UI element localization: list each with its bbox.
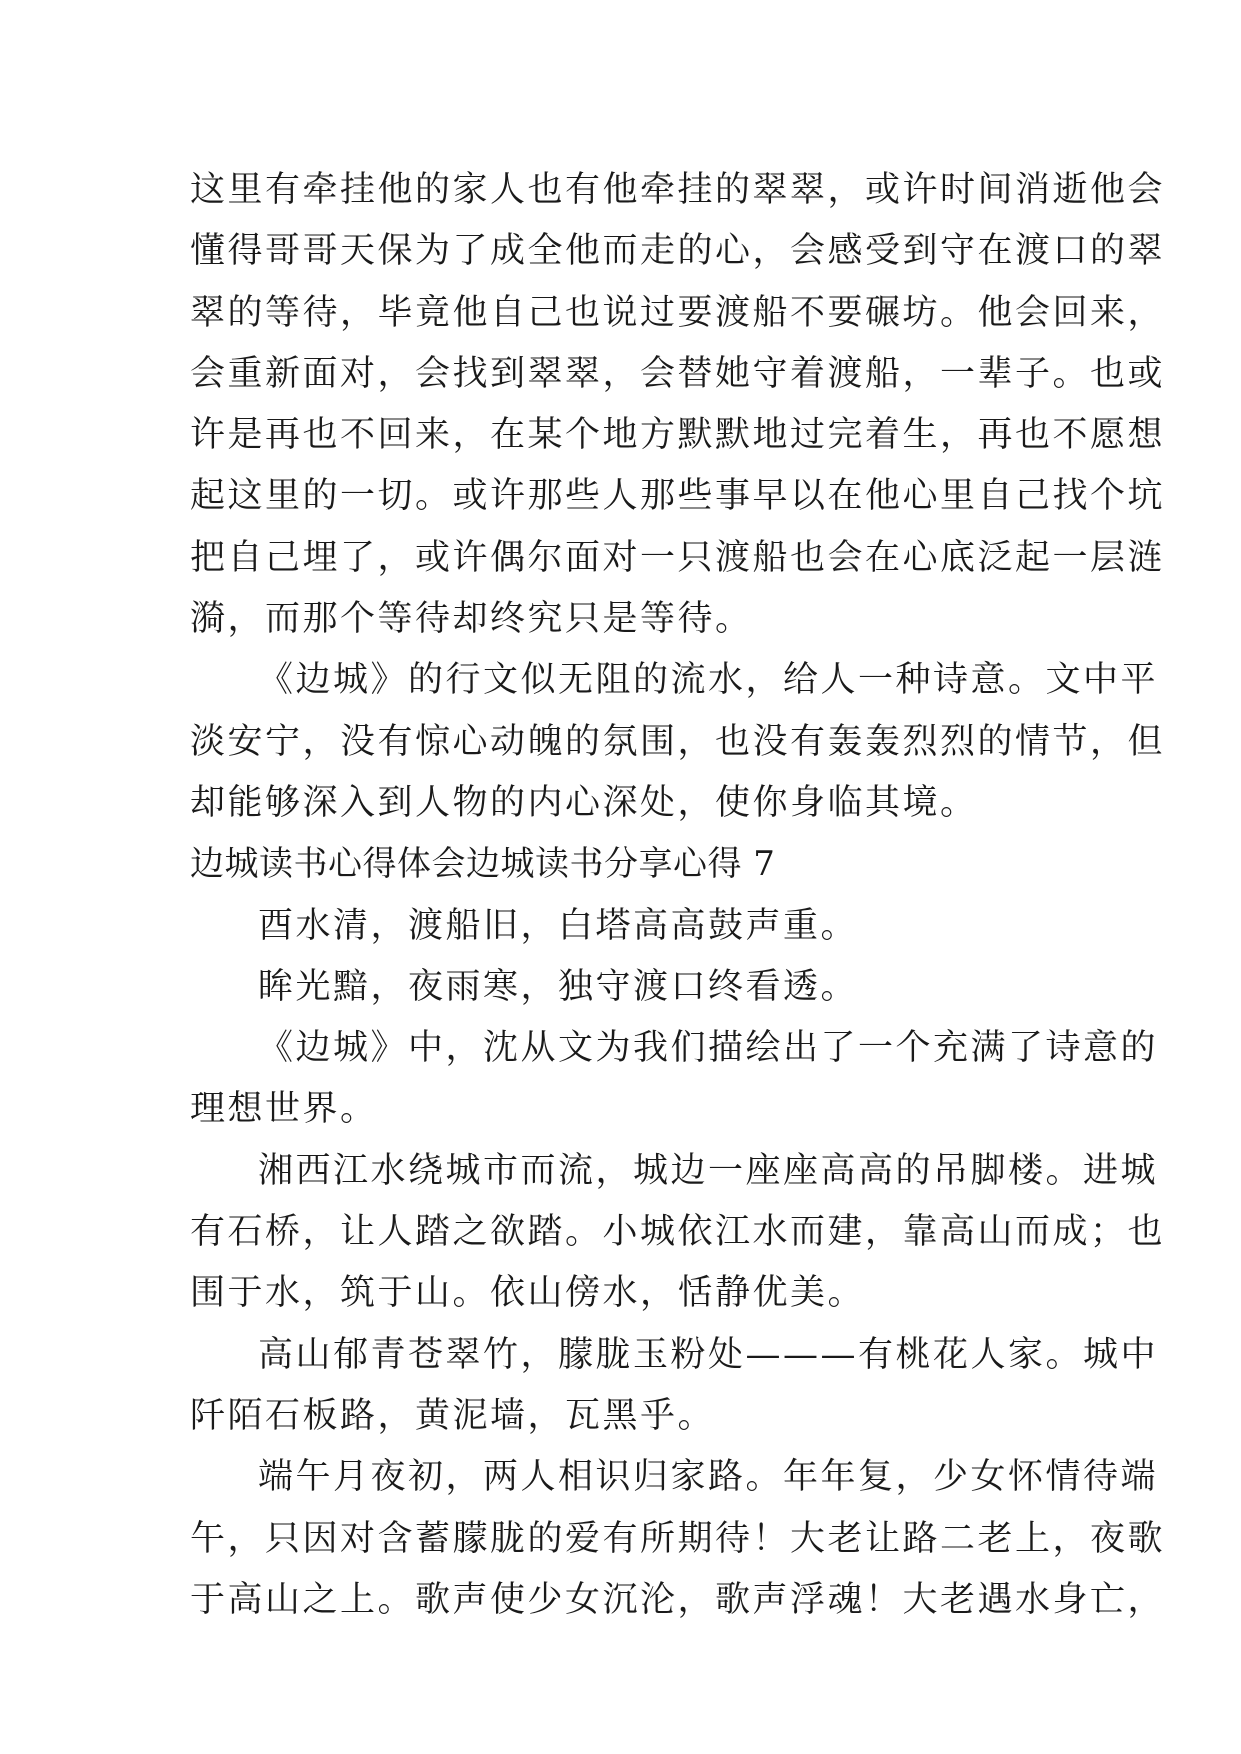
text-line: 淡安宁，没有惊心动魄的氛围，也没有轰轰烈烈的情节，但 [190,721,1166,762]
text-line: 午，只因对含蓄朦胧的爱有所期待！大老让路二老上，夜歌 [190,1518,1166,1559]
text-line: 湘西江水绕城市而流，城边一座座高高的吊脚楼。进城 [258,1150,1159,1191]
text-line: 起这里的一切。或许那些人那些事早以在他心里自己找个坑 [190,476,1166,517]
text-line: 围于水，筑于山。依山傍水，恬静优美。 [190,1273,866,1314]
text-line: 眸光黯，夜雨寒，独守渡口终看透。 [258,966,859,1007]
text-line: 端午月夜初，两人相识归家路。年年复，少女怀情待端 [258,1457,1159,1498]
text-line: 理想世界。 [190,1089,378,1130]
text-line: 翠的等待，毕竟他自己也说过要渡船不要碾坊。他会回来， [190,292,1166,333]
text-line: 阡陌石板路，黄泥墙，瓦黑乎。 [190,1395,716,1436]
text-line: 酉水清，渡船旧，白塔高高鼓声重。 [258,905,859,946]
text-line: 漪，而那个等待却终究只是等待。 [190,599,753,640]
text-line: 会重新面对，会找到翠翠，会替她守着渡船，一辈子。也或 [190,353,1166,394]
text-line: 把自己埋了，或许偶尔面对一只渡船也会在心底泛起一层涟 [190,537,1166,578]
text-line: 高山郁青苍翠竹，朦胧玉粉处———有桃花人家。城中 [258,1334,1159,1375]
text-line: 《边城》中，沈从文为我们描绘出了一个充满了诗意的 [258,1028,1159,1069]
section-heading: 边城读书心得体会边城读书分享心得 7 [190,844,776,885]
document-body [190,160,1166,1631]
text-line: 许是再也不回来，在某个地方默默地过完着生，再也不愿想 [190,415,1166,456]
text-line: 《边城》的行文似无阻的流水，给人一种诗意。文中平 [258,660,1159,701]
text-line: 这里有牵挂他的家人也有他牵挂的翠翠，或许时间消逝他会 [190,170,1166,210]
text-line: 有石桥，让人踏之欲踏。小城依江水而建，靠高山而成；也 [190,1212,1166,1253]
text-line: 却能够深入到人物的内心深处，使你身临其境。 [190,782,978,823]
text-line: 懂得哥哥天保为了成全他而走的心，会感受到守在渡口的翠 [190,231,1166,272]
text-line: 于高山之上。歌声使少女沉沦，歌声浮魂！大老遇水身亡， [190,1579,1166,1620]
